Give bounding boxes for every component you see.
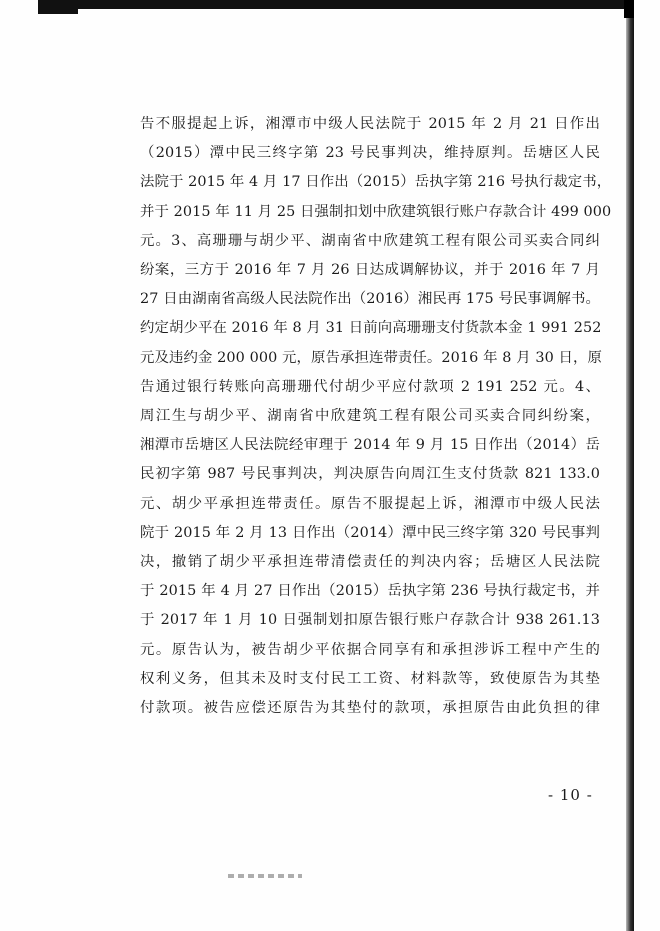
text-line: 元、胡少平承担连带责任。原告不服提起上诉，湘潭市中级人民法 xyxy=(140,495,600,512)
text-line: 民初字第 987 号民事判决，判决原告向周江生支付货款 821 133.0 xyxy=(140,466,600,483)
text-line: 元。3、高珊珊与胡少平、湖南省中欣建筑工程有限公司买卖合同纠 xyxy=(140,232,600,249)
text-line: 告不服提起上诉，湘潭市中级人民法院于 2015 年 2 月 21 日作出 xyxy=(140,116,600,132)
text-line: 元及违约金 200 000 元，原告承担连带责任。2016 年 8 月 30 日，原 xyxy=(140,349,603,366)
text-line: 27 日由湖南省高级人民法院作出（2016）湘民再 175 号民事调解书。 xyxy=(140,291,600,308)
text-line: 周江生与胡少平、湖南省中欣建筑工程有限公司买卖合同纠纷案， xyxy=(140,408,600,425)
scan-edge-right-notch xyxy=(624,0,634,18)
text-line: 权利义务，但其未及时支付民工工资、材料款等，致使原告为其垫 xyxy=(140,670,600,687)
text-line: 湘潭市岳塘区人民法院经审理于 2014 年 9 月 15 日作出（2014）岳 xyxy=(140,437,600,454)
text-line: 元。原告认为，被告胡少平依据合同享有和承担涉诉工程中产生的 xyxy=(140,641,600,658)
text-line: 告通过银行转账向高珊珊代付胡少平应付款项 2 191 252 元。4、 xyxy=(140,378,600,395)
text-line: 院于 2015 年 2 月 13 日作出（2014）潭中民三终字第 320 号民事判 xyxy=(140,524,600,541)
scan-edge-top-left xyxy=(38,0,78,14)
text-line: 于 2017 年 1 月 10 日强制划扣原告银行账户存款合计 938 261.13 xyxy=(140,612,600,629)
text-line: （2015）潭中民三终字第 23 号民事判决，维持原判。岳塘区人民 xyxy=(140,145,600,162)
scan-smudge xyxy=(228,874,302,878)
text-line: 并于 2015 年 11 月 25 日强制扣划中欣建筑银行账户存款合计 499 000 xyxy=(140,203,612,220)
body-text xyxy=(140,110,612,723)
text-line: 法院于 2015 年 4 月 17 日作出（2015）岳执字第 216 号执行裁定书， xyxy=(140,174,612,191)
text-line: 于 2015 年 4 月 27 日作出（2015）岳执字第 236 号执行裁定书，并 xyxy=(140,583,600,600)
text-line: 约定胡少平在 2016 年 8 月 31 日前向高珊珊支付货款本金 1 991 252 xyxy=(140,320,602,337)
text-line: 付款项。被告应偿还原告为其垫付的款项，承担原告由此负担的律 xyxy=(140,700,600,717)
text-line: 纷案，三方于 2016 年 7 月 26 日达成调解协议，并于 2016 年 7 月 xyxy=(140,262,600,279)
scan-edge-right xyxy=(626,0,634,931)
scan-edge-top xyxy=(38,0,628,9)
text-line: 决，撤销了胡少平承担连带清偿责任的判决内容；岳塘区人民法院 xyxy=(140,554,600,571)
page-number: - 10 - xyxy=(548,786,593,804)
